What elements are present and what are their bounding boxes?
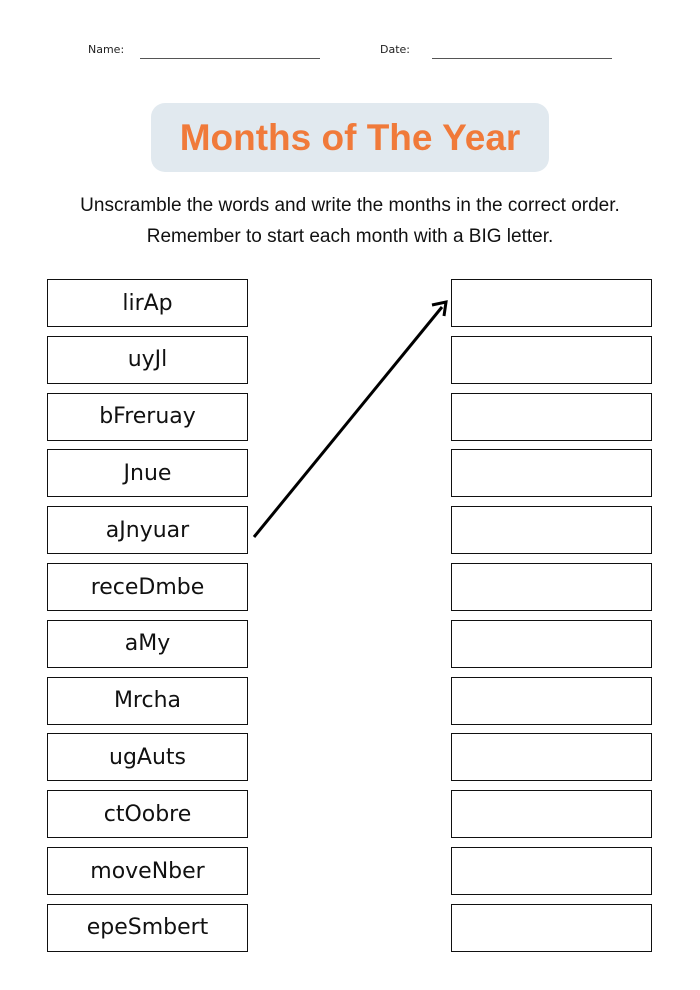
name-label: Name: [88,43,125,56]
scrambled-word-box: bFreruay [47,393,248,441]
scrambled-word-box: aJnyuar [47,506,248,554]
scrambled-word-box: aMy [47,620,248,668]
instruction-line-1: Unscramble the words and write the months in the correct order. [80,195,620,216]
scrambled-word-box: receDmbe [47,563,248,611]
page-title: Months of The Year [179,116,521,158]
scrambled-word-box: Jnue [47,449,248,497]
scrambled-word-box: Mrcha [47,677,248,725]
instruction-line-2: Remember to start each month with a BIG letter. [146,226,554,247]
scrambled-word-box: uyJl [47,336,248,384]
scrambled-word-box: epeSmbert [47,904,248,952]
scrambled-word-box: moveNber [47,847,248,895]
scrambled-word-box: ctOobre [47,790,248,838]
date-label: Date: [380,43,410,56]
scrambled-word-box: lirAp [47,279,248,327]
scrambled-word-box: ugAuts [47,733,248,781]
